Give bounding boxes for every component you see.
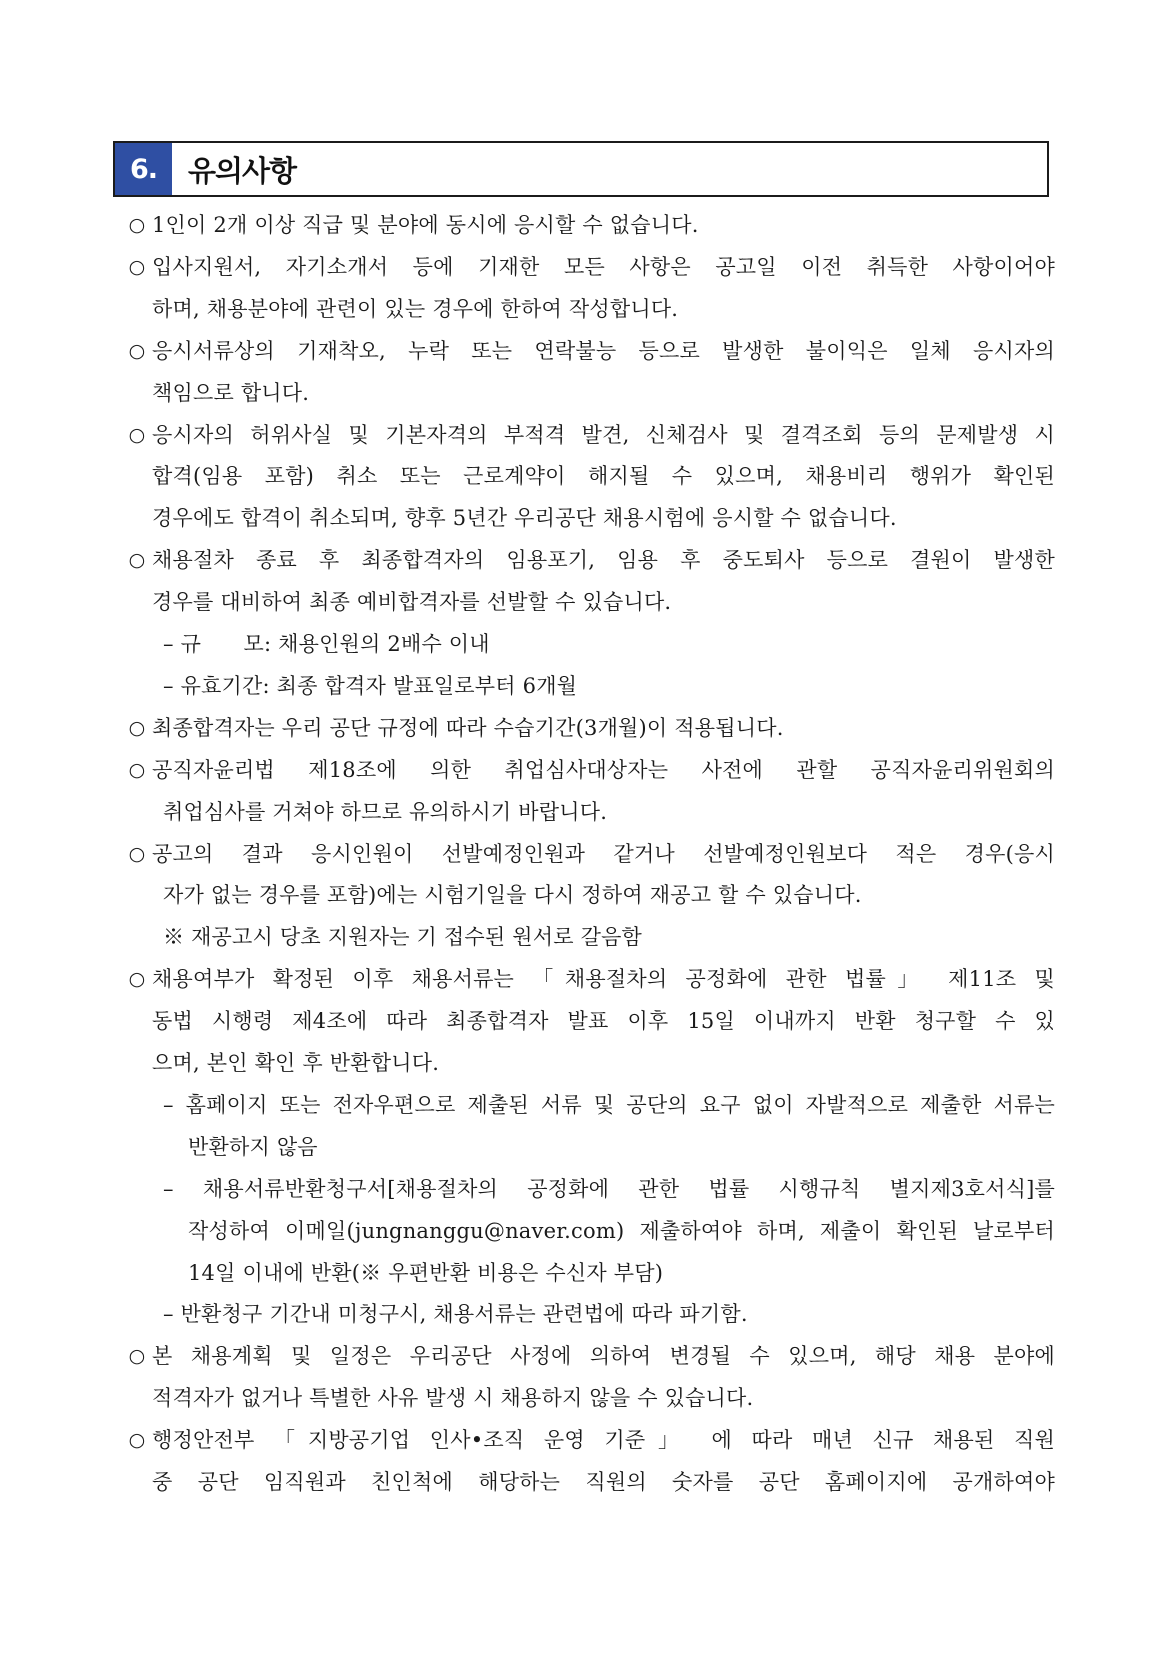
- line-text: – 채용서류반환청구서[채용절차의 공정화에 관한 법률 시행규칙 별지제3호서식]를: [163, 1176, 1055, 1201]
- notice-subitem: [0, 1210, 1170, 1252]
- notice-item-continuation: [0, 1461, 1170, 1503]
- notice-item: [0, 749, 1170, 791]
- notice-item-continuation: [0, 1042, 1170, 1084]
- notice-item: [0, 1335, 1170, 1377]
- line-text: – 홈페이지 또는 전자우편으로 제출된 서류 및 공단의 요구 없이 자발적으로 제출한 서류는: [163, 1092, 1055, 1117]
- line-text: 최종합격자는 우리 공단 규정에 따라 수습기간(3개월)이 적용됩니다.: [152, 715, 784, 740]
- circle-bullet-icon: ○: [128, 255, 146, 278]
- line-text: 취업심사를 거쳐야 하므로 유의하시기 바랍니다.: [163, 799, 608, 824]
- notice-item-continuation: [0, 791, 1170, 833]
- line-text: 합격(임용 포함) 취소 또는 근로계약이 해지될 수 있으며, 채용비리 행위가 확인된: [152, 464, 1055, 489]
- line-text: ※ 재공고시 당초 지원자는 기 접수된 원서로 갈음함: [163, 925, 643, 950]
- notice-item: [0, 414, 1170, 456]
- line-text: 채용절차 종료 후 최종합격자의 임용포기, 임용 후 중도퇴사 등으로 결원이 발생한: [152, 548, 1055, 573]
- line-text: 책임으로 합니다.: [152, 380, 310, 405]
- notice-subitem: [0, 1168, 1170, 1210]
- section-header: [113, 141, 1049, 197]
- line-text: 반환하지 않음: [188, 1134, 318, 1159]
- line-text: 경우에도 합격이 취소되며, 향후 5년간 우리공단 채용시험에 응시할 수 없습니다.: [152, 506, 897, 531]
- line-text: 경우를 대비하여 최종 예비합격자를 선발할 수 있습니다.: [152, 590, 672, 615]
- line-text: 채용여부가 확정된 이후 채용서류는 「채용절차의 공정화에 관한 법률」 제11조 및: [152, 967, 1055, 992]
- notice-subitem: [0, 1126, 1170, 1168]
- notice-item-continuation: [0, 1000, 1170, 1042]
- line-text: 중 공단 임직원과 친인척에 해당하는 직원의 숫자를 공단 홈페이지에 공개하여야: [152, 1470, 1055, 1494]
- circle-bullet-icon: ○: [128, 214, 146, 236]
- line-text: 응시자의 허위사실 및 기본자격의 부적격 발견, 신체검사 및 결격조회 등의 문제발생 시: [152, 422, 1055, 447]
- line-text: 응시서류상의 기재착오, 누락 또는 연락불능 등으로 발생한 불이익은 일체 응시자의: [152, 338, 1055, 363]
- notice-item: [0, 246, 1170, 288]
- section-title: 유의사항: [188, 153, 297, 188]
- notice-subitem: [0, 1252, 1170, 1294]
- notice-item-continuation: [0, 455, 1170, 497]
- notice-item-continuation: [0, 372, 1170, 414]
- notice-item: [0, 204, 1170, 246]
- notice-item: [0, 707, 1170, 749]
- circle-bullet-icon: ○: [128, 968, 146, 991]
- notice-subitem: [0, 623, 1170, 665]
- line-text: – 규 모: 채용인원의 2배수 이내: [163, 632, 490, 656]
- notice-item-continuation: [0, 581, 1170, 623]
- notice-item: [0, 833, 1170, 875]
- notice-subitem: [0, 1084, 1170, 1126]
- notice-item: [0, 330, 1170, 372]
- notice-subitem: [0, 665, 1170, 707]
- line-text: 하며, 채용분야에 관련이 있는 경우에 한하여 작성합니다.: [152, 296, 679, 321]
- line-text: 공직자윤리법 제18조에 의한 취업심사대상자는 사전에 관할 공직자윤리위원회의: [152, 757, 1055, 782]
- notice-item-continuation: [0, 874, 1170, 916]
- line-text: 으며, 본인 확인 후 반환합니다.: [152, 1051, 440, 1075]
- notice-item: [0, 1419, 1170, 1461]
- notice-note: [0, 916, 1170, 958]
- circle-bullet-icon: ○: [128, 758, 146, 781]
- notice-subitem: [0, 1293, 1170, 1335]
- circle-bullet-icon: ○: [128, 423, 146, 446]
- line-text: 본 채용계획 및 일정은 우리공단 사정에 의하여 변경될 수 있으며, 해당 채용 분야에: [152, 1344, 1055, 1369]
- circle-bullet-icon: ○: [128, 716, 146, 739]
- line-text: 적격자가 없거나 특별한 사유 발생 시 채용하지 않을 수 있습니다.: [152, 1386, 754, 1411]
- circle-bullet-icon: ○: [128, 549, 146, 572]
- line-text: 행정안전부 「지방공기업 인사•조직 운영 기준」 에 따라 매년 신규 채용된 직원: [152, 1428, 1055, 1453]
- notice-item-continuation: [0, 288, 1170, 330]
- line-text: 동법 시행령 제4조에 따라 최종합격자 발표 이후 15일 이내까지 반환 청구할 수 있: [152, 1009, 1055, 1034]
- line-text: 공고의 결과 응시인원이 선발예정인원과 같거나 선발예정인원보다 적은 경우(응시: [152, 841, 1055, 866]
- section-number: 6.: [115, 143, 172, 195]
- circle-bullet-icon: ○: [128, 339, 146, 362]
- circle-bullet-icon: ○: [128, 842, 146, 865]
- line-text: 입사지원서, 자기소개서 등에 기재한 모든 사항은 공고일 이전 취득한 사항이어야: [152, 254, 1055, 279]
- line-text: 자가 없는 경우를 포함)에는 시험기일을 다시 정하여 재공고 할 수 있습니다.: [163, 883, 862, 908]
- notice-item-continuation: [0, 497, 1170, 539]
- circle-bullet-icon: ○: [128, 1429, 146, 1452]
- circle-bullet-icon: ○: [128, 1345, 146, 1368]
- notice-item-continuation: [0, 1377, 1170, 1419]
- line-text: 작성하여 이메일(jungnanggu@naver.com) 제출하여야 하며, 제출이 확인된 날로부터: [188, 1218, 1055, 1243]
- notice-item: [0, 539, 1170, 581]
- line-text: 14일 이내에 반환(※ 우편반환 비용은 수신자 부담): [188, 1260, 664, 1285]
- line-text: – 반환청구 기간내 미청구시, 채용서류는 관련법에 따라 파기함.: [163, 1302, 748, 1327]
- line-text: 1인이 2개 이상 직급 및 분야에 동시에 응시할 수 없습니다.: [152, 213, 699, 237]
- notice-item: [0, 958, 1170, 1000]
- line-text: – 유효기간: 최종 합격자 발표일로부터 6개월: [163, 673, 578, 698]
